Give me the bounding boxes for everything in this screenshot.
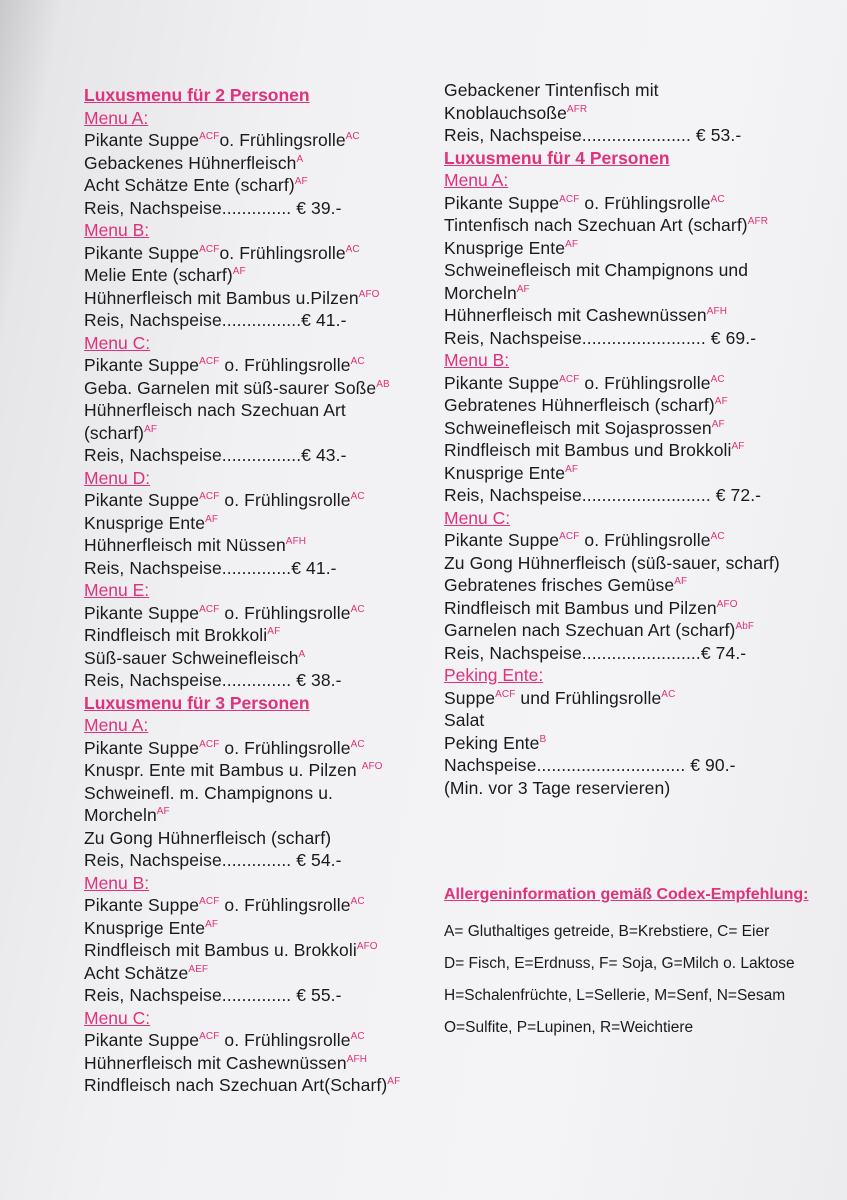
menu-item-line — [444, 597, 780, 620]
menu-label: Menu C: — [84, 332, 151, 353]
menu-item-line — [84, 242, 400, 265]
menu-item-line — [84, 647, 400, 670]
menu-item-text: Pikante Suppe — [84, 895, 200, 915]
menu-item-text: Geba. Garnelen mit süß-saurer Soße — [84, 377, 377, 398]
section-heading: Luxusmenu für 2 Personen — [84, 85, 310, 105]
menu-item-line — [444, 102, 780, 125]
menu-item-line — [84, 894, 400, 917]
menu-label: Menu E: — [84, 580, 150, 600]
menu-item-text: Pikante Suppe — [444, 372, 560, 393]
menu-item-line — [444, 484, 780, 507]
menu-label: Menu A: — [444, 170, 509, 190]
allergen-code: ACF — [199, 738, 220, 750]
menu-label: Menu A: — [84, 715, 149, 735]
menu-item-text: Pikante Suppe — [444, 530, 560, 550]
allergen-code: AF — [267, 626, 281, 637]
menu-item-text: Hühnerfleisch nach Szechuan Art — [84, 400, 346, 420]
menu-item-line — [84, 422, 400, 445]
menu-item-line — [444, 259, 780, 282]
menu-item-text: Tintenfisch nach Szechuan Art (scharf) — [444, 215, 748, 235]
menu-item-text: Reis, Nachspeise..............€ 41.- — [84, 557, 337, 578]
allergen-code: AFO — [716, 598, 738, 610]
menu-item-line — [444, 619, 780, 642]
allergen-code: AF — [205, 513, 219, 525]
right-menu-list — [444, 79, 780, 799]
allergen-code: AC — [350, 491, 365, 502]
allergen-code: AC — [350, 896, 365, 907]
menu-item-line — [444, 214, 780, 237]
allergen-code: AFO — [356, 941, 378, 952]
menu-item-text: Rindfleisch mit Bambus und Brokkoli — [444, 440, 732, 460]
menu-item-line — [444, 327, 780, 350]
menu-item-text: Süß-sauer Schweinefleisch — [84, 647, 299, 668]
left-menu-list — [84, 84, 400, 1097]
menu-item-line — [84, 444, 400, 467]
allergen-code: ACF — [199, 356, 220, 367]
allergen-code: AbF — [735, 621, 755, 632]
allergen-code: ACF — [199, 1031, 220, 1042]
menu-item-text: Acht Schätze Ente (scharf) — [84, 175, 295, 195]
menu-item-line — [84, 557, 400, 580]
menu-label: Menu B: — [84, 872, 150, 893]
allergen-code: AC — [345, 131, 360, 142]
menu-item-line — [444, 462, 780, 485]
menu-label: Menu B: — [84, 220, 150, 240]
menu-item-line — [444, 574, 780, 597]
menu-item-text: Rindfleisch nach Szechuan Art(Scharf) — [84, 1075, 388, 1095]
allergen-code: AFR — [566, 103, 588, 115]
menu-item-text: Knusprige Ente — [444, 462, 566, 483]
menu-item-text: Rindfleisch mit Brokkoli — [84, 625, 268, 645]
menu-item-line — [84, 309, 400, 332]
menu-item-text: Knusprige Ente — [84, 512, 206, 533]
menu-item-line — [444, 79, 780, 102]
menu-item-line — [84, 984, 400, 1007]
menu-item-line — [84, 669, 400, 692]
menu-item-line — [444, 394, 780, 417]
allergen-code: AF — [516, 283, 530, 295]
menu-item-line — [84, 287, 400, 310]
allergy-section — [444, 886, 808, 1044]
allergen-code: AFR — [747, 216, 769, 227]
menu-item-line — [84, 782, 400, 805]
menu-item-text: Gebratenes Hühnerfleisch (scharf) — [444, 395, 715, 415]
menu-item-text: o. Frühlingsrolle — [219, 602, 351, 623]
allergen-code: ACF — [559, 373, 580, 385]
allergen-code: ACF — [199, 491, 220, 502]
allergy-line: A= Gluthaltiges getreide, B=Krebstiere, C= Eier — [444, 923, 770, 940]
menu-item-text: und Frühlingsrolle — [515, 687, 662, 708]
allergy-title: Allergeninformation gemäß Codex-Empfehlung: — [444, 886, 809, 903]
menu-item-text: Hühnerfleisch mit Bambus u.Pilzen — [84, 287, 359, 308]
menu-item-text: Gebratenes frisches Gemüse — [444, 575, 675, 595]
menu-item-text: Morcheln — [444, 282, 517, 303]
menu-item-line — [84, 939, 400, 962]
menu-item-text: o. Frühlingsrolle — [579, 372, 711, 393]
menu-item-text: Schweinefleisch mit Champignons und — [444, 260, 749, 280]
menu-item-line — [84, 489, 400, 512]
menu-item-text: Morcheln — [84, 805, 157, 825]
allergen-code: AF — [387, 1076, 401, 1087]
allergen-code: AEF — [188, 963, 209, 975]
menu-item-line — [444, 709, 780, 732]
section-heading: Luxusmenu für 4 Personen — [444, 147, 670, 168]
menu-item-text: Knoblauchsoße — [444, 102, 567, 123]
allergen-code: A — [298, 648, 306, 660]
menu-item-line — [84, 602, 400, 625]
menu-item-line — [444, 439, 780, 462]
menu-label: Menu C: — [84, 1007, 151, 1028]
menu-item-text: o. Frühlingsrolle — [579, 530, 711, 550]
allergen-code: ACF — [199, 603, 220, 615]
menu-item-line — [84, 129, 400, 152]
menu-item-line — [84, 174, 400, 197]
menu-item-text: o. Frühlingsrolle — [219, 737, 351, 758]
menu-item-text: Pikante Suppe — [84, 130, 200, 150]
menu-item-text: Reis, Nachspeise.......................... € 72.- — [444, 485, 762, 505]
allergen-code: AF — [674, 576, 688, 587]
menu-item-line — [84, 759, 400, 782]
allergen-code: ACF — [199, 243, 220, 255]
menu-item-text: Schweinefl. m. Champignons u. — [84, 782, 333, 803]
menu-item-line — [84, 512, 400, 535]
allergen-code: AFO — [358, 288, 380, 300]
allergen-code: AB — [376, 378, 390, 390]
menu-item-line — [444, 529, 780, 552]
menu-item-line — [444, 732, 780, 755]
menu-label: Peking Ente: — [444, 665, 544, 685]
menu-item-line — [84, 377, 400, 400]
menu-item-line — [444, 237, 780, 260]
menu-item-text: Reis, Nachspeise........................€ 74.- — [444, 642, 747, 663]
allergen-code: AC — [350, 1031, 365, 1042]
menu-item-text: Pikante Suppe — [444, 192, 560, 213]
allergen-code: AF — [156, 806, 170, 817]
allergen-code: AF — [714, 396, 728, 407]
menu-item-line — [84, 197, 400, 220]
menu-item-text: Peking Ente — [444, 732, 540, 753]
menu-item-text: Reis, Nachspeise.............. € 38.- — [84, 670, 342, 690]
menu-item-text: Suppe — [444, 687, 496, 708]
allergen-code: AF — [232, 266, 246, 277]
menu-item-text: o. Frühlingsrolle — [219, 1030, 351, 1050]
menu-item-text: Pikante Suppe — [84, 737, 200, 758]
allergen-code: AFH — [346, 1053, 368, 1065]
menu-item-text: Reis, Nachspeise.............. € 39.- — [84, 197, 342, 218]
menu-item-text: o. Frühlingsrolle — [219, 490, 351, 510]
menu-item-text: o. Frühlingsrolle — [219, 355, 351, 375]
allergen-code: ACF — [559, 531, 580, 542]
allergen-code: AF — [294, 176, 308, 187]
menu-item-text: Salat — [444, 710, 485, 730]
menu-item-text: Gebackener Tintenfisch mit — [444, 80, 659, 100]
menu-item-text: o. Frühlingsrolle — [219, 242, 346, 263]
menu-item-line — [84, 264, 400, 287]
allergen-code: AC — [350, 603, 365, 615]
menu-item-text: Pikante Suppe — [84, 355, 200, 375]
menu-item-text: Zu Gong Hühnerfleisch (scharf) — [84, 827, 332, 848]
menu-item-text: o. Frühlingsrolle — [219, 130, 346, 150]
allergen-code: AC — [350, 738, 365, 750]
menu-item-text: Reis, Nachspeise.............. € 55.- — [84, 985, 342, 1005]
allergen-code: AF — [565, 238, 579, 250]
allergen-code: ACF — [559, 193, 580, 205]
menu-item-text: (scharf) — [84, 422, 145, 443]
menu-item-text: Reis, Nachspeise................€ 43.- — [84, 445, 347, 465]
menu-item-text: Pikante Suppe — [84, 242, 200, 263]
allergen-code: AF — [205, 918, 219, 930]
menu-item-text: Nachspeise.............................. € 90.- — [444, 755, 736, 775]
menu-item-line — [84, 624, 400, 647]
menu-item-line — [84, 354, 400, 377]
allergen-code: AF — [711, 418, 725, 430]
allergy-line: D= Fisch, E=Erdnuss, F= Soja, G=Milch o. Laktose — [444, 955, 795, 972]
menu-label: Menu D: — [84, 467, 151, 488]
menu-item-text: Garnelen nach Szechuan Art (scharf) — [444, 620, 736, 640]
menu-item-text: Gebackenes Hühnerfleisch — [84, 152, 297, 173]
menu-item-text: (Min. vor 3 Tage reservieren) — [444, 777, 671, 798]
menu-item-line — [444, 192, 780, 215]
allergen-code: ACF — [495, 688, 516, 700]
menu-item-text: Pikante Suppe — [84, 490, 200, 510]
menu-item-line — [84, 534, 400, 557]
allergen-code: ACF — [199, 896, 220, 907]
allergen-code: AC — [710, 193, 725, 205]
menu-item-text: Rindfleisch mit Bambus und Pilzen — [444, 597, 717, 618]
allergen-code: B — [539, 733, 547, 745]
allergen-code: AF — [565, 463, 579, 475]
menu-item-line — [84, 827, 400, 850]
menu-item-line — [444, 304, 780, 327]
menu-item-text: Reis, Nachspeise.............. € 54.- — [84, 850, 342, 870]
menu-item-text: Rindfleisch mit Bambus u. Brokkoli — [84, 940, 357, 960]
menu-item-text: Hühnerfleisch mit Cashewnüssen — [84, 1052, 347, 1073]
menu-item-line — [444, 552, 780, 575]
menu-label: Menu B: — [444, 350, 510, 370]
menu-item-text: Pikante Suppe — [84, 1030, 200, 1050]
menu-item-text: Knuspr. Ente mit Bambus u. Pilzen — [84, 760, 362, 780]
menu-item-line — [84, 917, 400, 940]
menu-item-line — [84, 1052, 400, 1075]
allergen-code: AC — [661, 688, 676, 700]
menu-item-line — [84, 804, 400, 827]
menu-item-line — [444, 642, 780, 665]
allergy-line: O=Sulfite, P=Lupinen, R=Weichtiere — [444, 1019, 694, 1036]
allergen-code: AF — [731, 441, 745, 452]
menu-item-text: Acht Schätze — [84, 962, 189, 983]
allergen-code: AFH — [285, 536, 307, 547]
allergen-code: AC — [710, 373, 725, 385]
menu-item-line — [84, 737, 400, 760]
menu-item-text: Schweinefleisch mit Sojasprossen — [444, 417, 712, 438]
allergy-line: H=Schalenfrüchte, L=Sellerie, M=Senf, N=Sesam — [444, 987, 786, 1004]
allergen-code: AC — [345, 243, 360, 255]
allergen-code: A — [296, 153, 304, 165]
menu-item-line — [84, 152, 400, 175]
menu-item-line — [84, 849, 400, 872]
menu-item-text: Knusprige Ente — [444, 237, 566, 258]
section-heading: Luxusmenu für 3 Personen — [84, 692, 310, 713]
menu-label: Menu A: — [84, 107, 149, 128]
menu-item-line — [444, 417, 780, 440]
menu-item-text: Melie Ente (scharf) — [84, 265, 233, 285]
menu-item-text: Knusprige Ente — [84, 917, 206, 938]
menu-item-line — [84, 399, 400, 422]
menu-item-line — [444, 124, 780, 147]
menu-item-text: Hühnerfleisch mit Nüssen — [84, 535, 286, 555]
menu-item-text: Hühnerfleisch mit Cashewnüssen — [444, 305, 707, 325]
allergen-code: AFH — [706, 306, 728, 317]
menu-item-line — [444, 282, 780, 305]
menu-item-line — [84, 962, 400, 985]
menu-item-text: Pikante Suppe — [84, 602, 200, 623]
menu-item-line — [84, 1029, 400, 1052]
allergen-code: AF — [144, 423, 158, 435]
menu-label: Menu C: — [444, 507, 511, 528]
menu-item-text: Reis, Nachspeise................€ 41.- — [84, 310, 347, 330]
menu-item-line — [444, 777, 780, 800]
menu-item-text: Zu Gong Hühnerfleisch (süß-sauer, scharf) — [444, 552, 780, 573]
allergen-code: AFO — [361, 761, 383, 772]
menu-item-line — [84, 1074, 400, 1097]
menu-item-text: Reis, Nachspeise......................... € 69.- — [444, 327, 757, 348]
menu-item-line — [444, 372, 780, 395]
allergen-code: AC — [350, 356, 365, 367]
menu-item-text: Reis, Nachspeise...................... € 53.- — [444, 125, 742, 145]
menu-item-text: o. Frühlingsrolle — [579, 192, 711, 213]
menu-item-text: o. Frühlingsrolle — [219, 895, 351, 915]
menu-item-line — [444, 754, 780, 777]
allergen-code: ACF — [199, 131, 220, 142]
menu-item-line — [444, 687, 780, 710]
allergen-code: AC — [710, 531, 725, 542]
